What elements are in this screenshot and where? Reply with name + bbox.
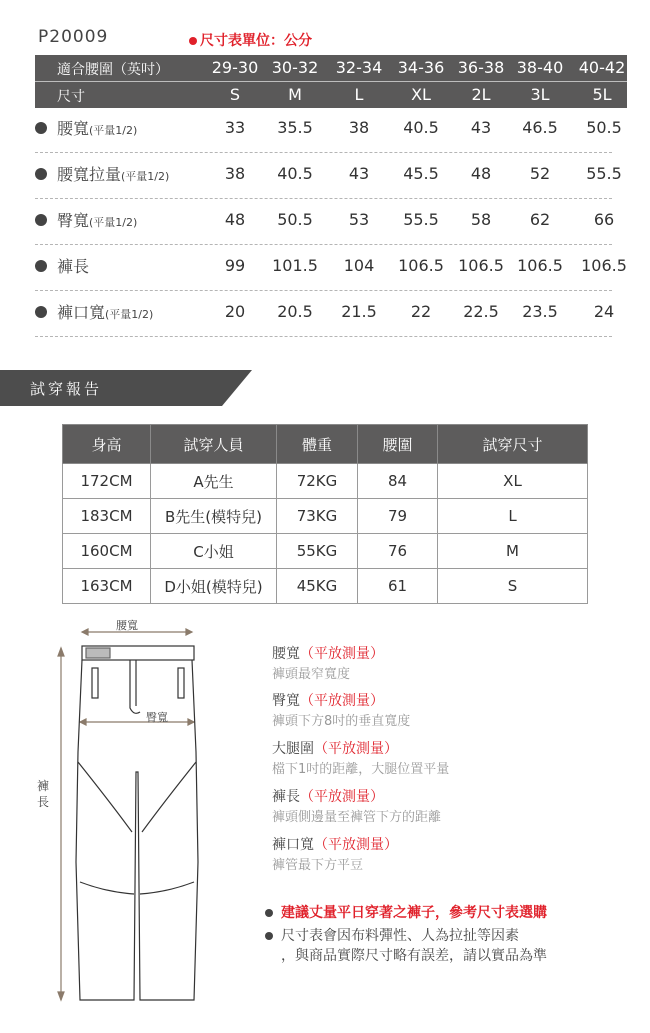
value-cell: 48: [224, 210, 246, 229]
trial-cell: 163CM: [63, 569, 151, 604]
value-cell: 48: [470, 164, 492, 183]
trial-header-cell: 腰圍: [358, 425, 438, 464]
legend-desc: 檔下1吋的距離，大腿位置平量: [272, 762, 450, 777]
size-cell: 2L: [471, 85, 491, 104]
value-cell: 22: [410, 302, 432, 321]
value-cell: 104: [343, 256, 375, 275]
value-cell: 38: [348, 118, 370, 137]
value-cell: 106.5: [398, 256, 444, 275]
trial-cell: L: [438, 499, 588, 534]
row-label: 褲口寬(平量1/2): [57, 303, 154, 322]
trial-cell: 61: [358, 569, 438, 604]
value-cell: 20.5: [277, 302, 313, 321]
legend-title: 大腿圍: [272, 741, 314, 757]
legend-method: （平放測量）: [300, 693, 384, 709]
product-code: P20009: [38, 27, 109, 47]
table-row: [63, 499, 588, 534]
trial-cell: 160CM: [63, 534, 151, 569]
value-cell: 62: [529, 210, 551, 229]
trial-cell: D小姐(模特兒): [151, 569, 277, 604]
value-cell: 52: [529, 164, 551, 183]
trial-table-header: [63, 425, 588, 464]
legend-title: 腰寬: [272, 646, 300, 662]
value-cell: 50.5: [586, 118, 622, 137]
size-cell: XL: [411, 85, 431, 104]
measurement-row-hip: [35, 198, 615, 245]
value-cell: 21.5: [341, 302, 377, 321]
value-cell: 33: [224, 118, 246, 137]
size-cell: 3L: [530, 85, 550, 104]
waist-range-cell: 34-36: [397, 58, 445, 77]
row-label: 腰寬(平量1/2): [57, 119, 138, 138]
value-cell: 24: [593, 302, 615, 321]
row-bullet-icon: [35, 168, 47, 180]
row-label: 褲長: [57, 257, 90, 276]
diagram-waist-label: 腰寬: [116, 619, 138, 632]
row-label: 腰寬拉量(平量1/2): [57, 165, 170, 184]
measurement-row-waist: [35, 106, 622, 153]
trial-cell: XL: [438, 464, 588, 499]
value-cell: 43: [470, 118, 492, 137]
trial-table: [62, 424, 588, 604]
value-cell: 20: [224, 302, 246, 321]
diagram-length-label: 褲長: [37, 779, 50, 809]
size-cell: S: [229, 85, 241, 104]
trial-cell: M: [438, 534, 588, 569]
legend-title: 臀寬: [272, 693, 300, 709]
legend-method: （平放測量）: [314, 837, 398, 853]
waist-range-cell: 40-42: [578, 58, 626, 77]
trial-header-cell: 體重: [277, 425, 358, 464]
legend-title: 褲口寬: [272, 837, 314, 853]
trial-cell: 45KG: [277, 569, 358, 604]
table-row: [63, 569, 588, 604]
trial-cell: 79: [358, 499, 438, 534]
trial-cell: 55KG: [277, 534, 358, 569]
note-disclaimer-line2: ，與商品實際尺寸略有誤差，請以實品為準: [281, 948, 547, 964]
value-cell: 99: [224, 256, 246, 275]
table-row: [63, 534, 588, 569]
trial-cell: A先生: [151, 464, 277, 499]
row-bullet-icon: [35, 122, 47, 134]
value-cell: 45.5: [403, 164, 439, 183]
unit-bullet-icon: [189, 37, 197, 45]
value-cell: 50.5: [277, 210, 313, 229]
value-cell: 43: [348, 164, 370, 183]
unit-note: 尺寸表單位：公分: [200, 33, 312, 49]
size-label: 尺寸: [57, 89, 85, 105]
measurement-row-waist-stretch: [35, 152, 622, 199]
note-recommendation: 建議丈量平日穿著之褲子，參考尺寸表選購: [281, 905, 547, 921]
trial-header-cell: 試穿尺寸: [438, 425, 588, 464]
trial-cell: B先生(模特兒): [151, 499, 277, 534]
legend-desc: 褲管最下方平豆: [272, 858, 364, 873]
legend-item-hem: [272, 834, 398, 873]
legend-desc: 褲頭最窄寬度: [272, 667, 351, 682]
row-bullet-icon: [35, 306, 47, 318]
note-bullet-icon: [265, 909, 273, 917]
legend-item-hip: [272, 690, 410, 729]
value-cell: 55.5: [586, 164, 622, 183]
waist-range-cell: 36-38: [457, 58, 505, 77]
size-cell: 5L: [592, 85, 612, 104]
legend-item-waist: [272, 643, 384, 682]
trial-cell: 183CM: [63, 499, 151, 534]
legend-method: （平放測量）: [300, 646, 384, 662]
waist-range-cell: 32-34: [335, 58, 383, 77]
value-cell: 40.5: [277, 164, 313, 183]
trial-cell: S: [438, 569, 588, 604]
trial-header-cell: 身高: [63, 425, 151, 464]
size-cell: M: [288, 85, 302, 104]
value-cell: 106.5: [458, 256, 504, 275]
note-disclaimer-line1: 尺寸表會因布料彈性、人為拉扯等因素: [281, 928, 519, 944]
measurement-row-hem: [35, 290, 615, 337]
measurement-row-length: [35, 244, 627, 291]
legend-desc: 褲頭下方8吋的垂直寬度: [272, 714, 411, 729]
trial-cell: 84: [358, 464, 438, 499]
legend-method: （平放測量）: [314, 741, 398, 757]
size-cell: L: [354, 85, 364, 104]
value-cell: 66: [593, 210, 615, 229]
trial-cell: 73KG: [277, 499, 358, 534]
waist-range-cell: 29-30: [211, 58, 259, 77]
legend-method: （平放測量）: [300, 789, 384, 805]
legend-item-length: [272, 786, 441, 825]
size-header: [35, 82, 627, 108]
value-cell: 106.5: [581, 256, 627, 275]
legend-title: 褲長: [272, 789, 300, 805]
value-cell: 35.5: [277, 118, 313, 137]
waist-fit-label: 適合腰圍（英吋）: [57, 62, 169, 78]
pants-diagram: [30, 612, 220, 1012]
note-bullet-icon: [265, 932, 273, 940]
value-cell: 55.5: [403, 210, 439, 229]
value-cell: 23.5: [522, 302, 558, 321]
diagram-hip-label: 臀寬: [146, 711, 168, 724]
legend-desc: 褲頭側邊量至褲管下方的距離: [272, 810, 442, 825]
row-bullet-icon: [35, 260, 47, 272]
trial-cell: 72KG: [277, 464, 358, 499]
value-cell: 58: [470, 210, 492, 229]
trial-cell: C小姐: [151, 534, 277, 569]
trial-header-cell: 試穿人員: [151, 425, 277, 464]
value-cell: 38: [224, 164, 246, 183]
waist-range-header: [35, 55, 627, 81]
value-cell: 22.5: [463, 302, 499, 321]
waist-range-cell: 38-40: [516, 58, 564, 77]
legend-item-thigh: [272, 738, 449, 777]
table-row: [63, 464, 588, 499]
value-cell: 101.5: [272, 256, 318, 275]
row-bullet-icon: [35, 214, 47, 226]
waist-range-cell: 30-32: [271, 58, 319, 77]
trial-cell: 76: [358, 534, 438, 569]
value-cell: 40.5: [403, 118, 439, 137]
value-cell: 46.5: [522, 118, 558, 137]
trial-cell: 172CM: [63, 464, 151, 499]
value-cell: 106.5: [517, 256, 563, 275]
row-label: 臀寬(平量1/2): [57, 211, 138, 230]
trial-banner-title: 試穿報告: [30, 380, 103, 398]
value-cell: 53: [348, 210, 370, 229]
